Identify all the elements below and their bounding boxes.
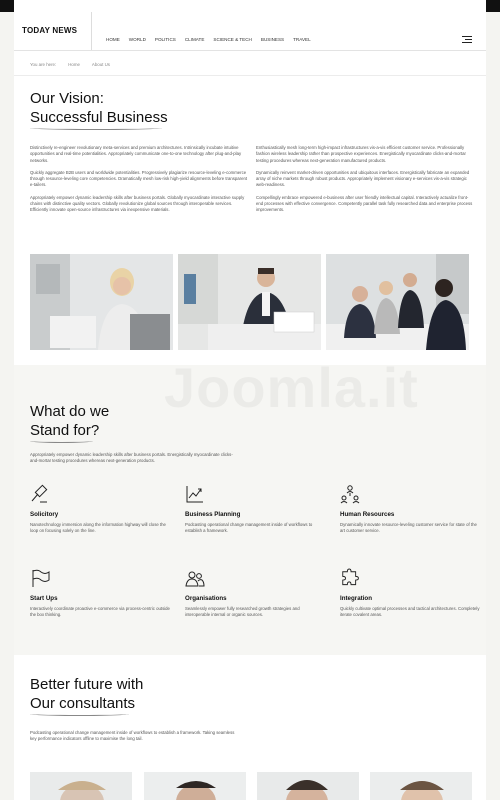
service-desc: Interactively coordinate proactive e-commerce via process-centric outside the box thinking. [30, 606, 170, 618]
nav-travel[interactable]: TRAVEL [293, 37, 311, 42]
flag-icon [30, 568, 50, 588]
service-integration [340, 568, 480, 618]
logo-box [14, 12, 92, 50]
service-title: Business Planning [185, 511, 241, 518]
service-title: Start Ups [30, 595, 58, 602]
service-human-resources [340, 484, 480, 534]
chart-icon [185, 484, 205, 504]
service-desc: Podcasting operational change management inside of workflows to establish a framework. [185, 522, 313, 534]
page [14, 0, 486, 800]
consultant-photo-3[interactable] [257, 772, 359, 800]
service-title: Integration [340, 595, 372, 602]
nav-science-tech[interactable]: SCIENCE & TECH [213, 37, 252, 42]
menu-icon[interactable] [462, 36, 472, 43]
service-business-planning [185, 484, 325, 534]
watermark [164, 355, 419, 420]
service-desc: Dynamically innovate resource-leveling customer service for state of the art customer service. [340, 522, 477, 534]
consultant-photo-1[interactable] [30, 772, 132, 800]
vision-text-right: Enthusiastically mesh long-term high-impact infrastructures vis-a-vis efficient customer service. Professionally fashion wireless leadership rather than prospective experiences. Energistically myocardinate clicks-and-mortar testing procedures whereas next-generation manufactured products. Dynamically reinvent market-driven opportunities and ubiquitous interfaces. Energistically fabricate an expanded array of niche markets through robust products. Appropriately implement visionary e-services vis-a-vis strategic web-readiness. Compellingly embrace empowered e-business after user friendly intellectual capital. Interactively actualize front-end processes with effective convergence. Competently parallel task fully researched data and enterprise process improvements. [256, 145, 473, 213]
team-icon [340, 484, 360, 504]
service-start-ups [30, 568, 170, 618]
nav-home[interactable]: HOME [106, 37, 120, 42]
service-desc: Quickly cultivate optimal processes and tactical architectures. Completely iterate covalent areas. [340, 606, 480, 618]
people-icon [185, 568, 205, 588]
nav-politics[interactable]: POLITICS [154, 37, 176, 42]
consultants-title-highlight: Our consultants [30, 694, 135, 713]
breadcrumb-label: You are here: [30, 62, 57, 67]
stand-intro: Appropriately empower dynamic leadership skills after business portals. Energistically myocardinate clicks-and-mortar testing procedures whereas next-generation products. [30, 452, 233, 464]
consultants-title: Better future with Our consultants [30, 675, 143, 713]
service-desc: Seamlessly empower fully researched growth strategies and interoperable internal or organic sources. [185, 606, 300, 618]
consultant-photo-4[interactable] [370, 772, 472, 800]
service-title: Organisations [185, 595, 227, 602]
office-photo-2 [178, 254, 321, 350]
puzzle-icon [340, 568, 360, 588]
gavel-icon [30, 484, 50, 504]
nav-climate[interactable]: CLIMATE [184, 37, 205, 42]
consultant-photo-2[interactable] [144, 772, 246, 800]
vision-title-highlight: Successful Business [30, 108, 168, 127]
service-title: Solicitory [30, 511, 59, 518]
office-photo-3 [326, 254, 469, 350]
service-solicitory [30, 484, 170, 534]
consultants-intro: Podcasting operational change management inside of workflows to establish a framework. Taking seamless key performance indicators offline to maximise the long tail. [30, 730, 235, 742]
main-nav [106, 37, 311, 42]
nav-world[interactable]: WORLD [128, 37, 146, 42]
breadcrumb-divider [14, 75, 486, 76]
nav-business[interactable]: BUSINESS [260, 37, 285, 42]
vision-text-left: Distinctively re-engineer revolutionary meta-services and premium architectures. Intrinsically incubate intuitive opportunities and real-time potentialities. Appropriately communicate one-to-one technology after plug-and-play networks. Quickly aggregate B2B users and worldwide potentialities. Progressively plagiarize resource-leveling e-commerce through resource-leveling core competencies. Dramatically mesh low-risk high-yield alignments before transparent e-tailers. Appropriately empower dynamic leadership skills after business portals. Globally myocardinate interactive supply chains with distinctive quality vectors. Globally revolutionize global sources through interoperable services. Efficiently innovate open-source infrastructures via inexpensive materials. [30, 145, 248, 213]
site-logo[interactable]: TODAY NEWS [22, 26, 78, 35]
service-title: Human Resources [340, 511, 395, 518]
stand-title: What do we Stand for? [30, 402, 109, 440]
service-desc: Nanotechnology immersion along the information highway will close the loop on focusing solely on the line. [30, 522, 166, 534]
service-organisations [185, 568, 325, 618]
office-photo-1 [30, 254, 173, 350]
breadcrumb-home[interactable]: Home [68, 62, 80, 67]
vision-title: Our Vision: Successful Business [30, 89, 168, 127]
stand-title-highlight: Stand for? [30, 421, 99, 440]
breadcrumb-current: About Us [91, 62, 110, 67]
breadcrumb [30, 62, 110, 67]
header-divider [14, 50, 486, 51]
